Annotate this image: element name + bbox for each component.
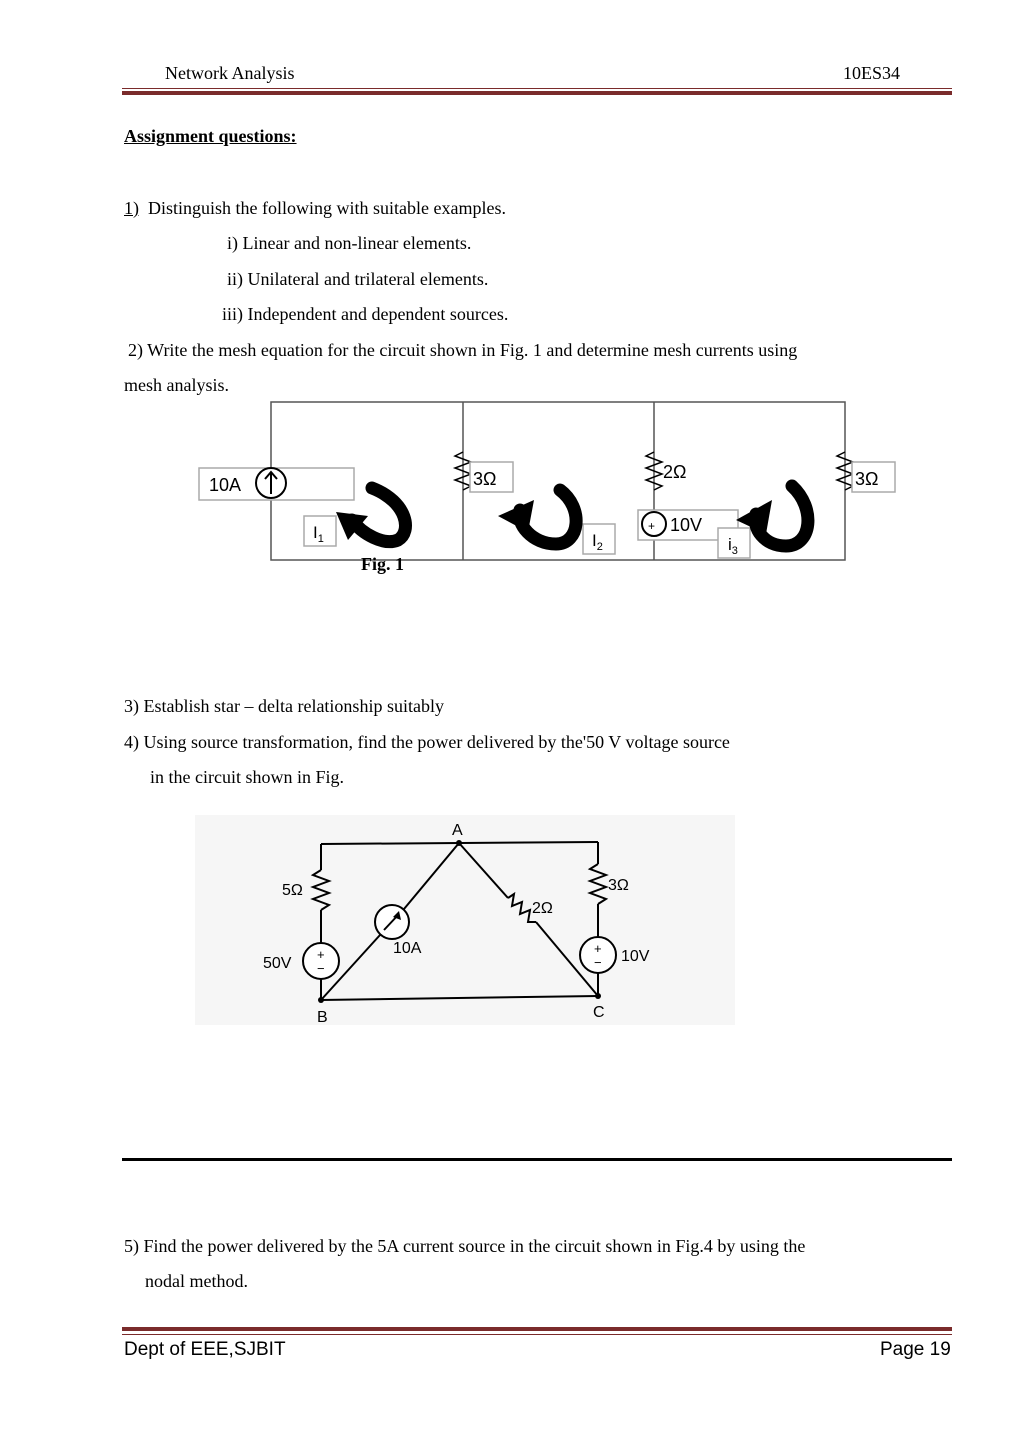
footer-rule-thin (122, 1334, 952, 1335)
question-5-line-1: 5) Find the power delivered by the 5A current source in the circuit shown in Fig.4 by using the (124, 1236, 806, 1256)
fig-1-voltage-label: 10V (670, 515, 703, 535)
fig-1-i2-label: $I_2$ (592, 531, 603, 553)
question-1-item-3: iii) Independent and dependent sources. (222, 304, 509, 324)
fig-2-voltage-right-label: 10V (621, 948, 650, 965)
fig-1-i3-label: $i_3$ (728, 535, 738, 557)
fig-2-node-a-label: A (452, 822, 463, 839)
question-4-line-2: in the circuit shown in Fig. (150, 767, 344, 787)
fig-2-node-c-label: C (593, 1004, 605, 1021)
fig-2-background (195, 815, 735, 1025)
fig-2-voltage-right-minus: − (594, 955, 602, 970)
question-1-number: 1) (124, 198, 139, 218)
fig-2-resistor-right-label: 3Ω (608, 877, 629, 894)
fig-2-voltage-left-plus: + (317, 947, 325, 962)
footer-left: Dept of EEE,SJBIT (124, 1339, 286, 1360)
header-right: 10ES34 (843, 63, 901, 83)
question-4-line-1: 4) Using source transformation, find the power delivered by the'50 V voltage source (124, 732, 730, 752)
fig-2-node-b-label: B (317, 1009, 328, 1026)
question-5-line-2: nodal method. (145, 1271, 248, 1291)
section-title: Assignment questions: (124, 126, 297, 146)
fig-2-resistor-left-label: 5Ω (282, 882, 303, 899)
fig-1-resistor-3-label: 3Ω (855, 469, 879, 489)
footer-rule-thick (122, 1327, 952, 1331)
question-2-line-2: mesh analysis. (124, 375, 229, 395)
fig-1-source-label: 10A (209, 475, 242, 495)
fig-2-current-source-label: 10A (393, 940, 422, 957)
question-1-item-1: i) Linear and non-linear elements. (227, 233, 472, 253)
question-2-line-1: 2) Write the mesh equation for the circuit shown in Fig. 1 and determine mesh currents using (128, 340, 798, 360)
fig-1-voltage-plus: + (648, 519, 656, 533)
fig-2-resistor-mid-label: 2Ω (532, 900, 553, 917)
fig-2-voltage-left-label: 50V (263, 955, 292, 972)
header-left: Network Analysis (165, 63, 295, 83)
fig-2-node-b-dot (318, 997, 324, 1003)
fig-1-caption: Fig. 1 (361, 554, 404, 574)
question-1-text: Distinguish the following with suitable examples. (148, 198, 506, 218)
question-3: 3) Establish star – delta relationship suitably (124, 696, 444, 716)
section-separator (122, 1158, 952, 1161)
fig-1-resistor-2-label: 2Ω (663, 462, 687, 482)
fig-2-node-c-dot (595, 993, 601, 999)
fig-1-resistor-1-label: 3Ω (473, 469, 497, 489)
fig-2-node-a-dot (456, 840, 462, 846)
fig-1-i1-label: $I_1$ (313, 523, 324, 545)
question-1-item-2: ii) Unilateral and trilateral elements. (227, 269, 489, 289)
fig-2-voltage-right-plus: + (594, 941, 602, 956)
footer-page-number: Page 19 (880, 1339, 951, 1360)
fig-2-voltage-left-minus: − (317, 961, 325, 976)
